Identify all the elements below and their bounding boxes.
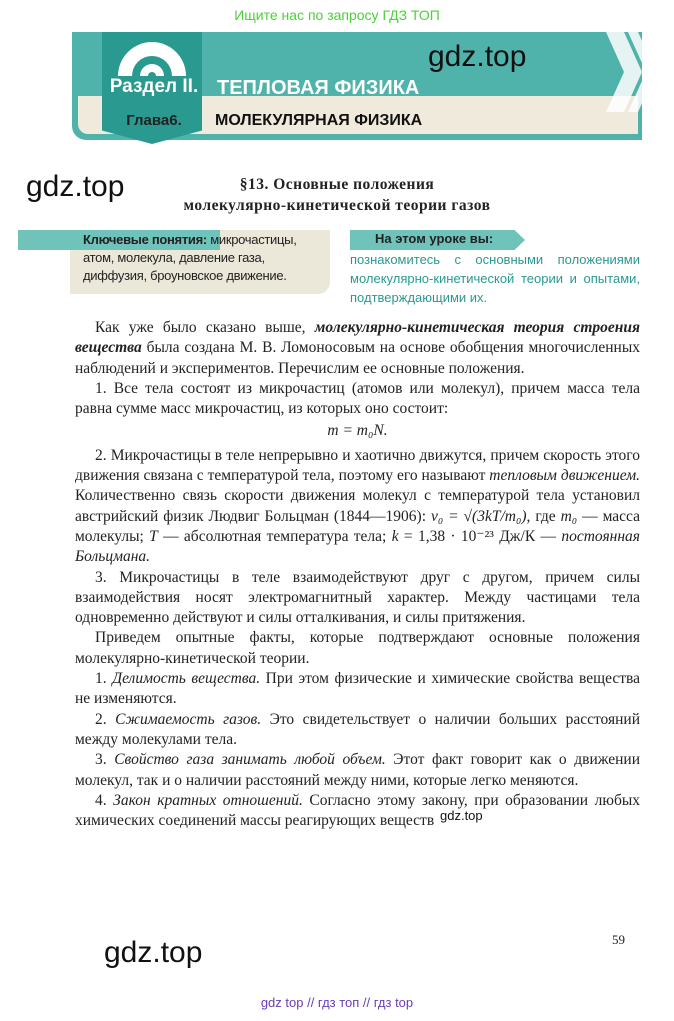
italic-term: v₀ = √(3kT/m₀) (430, 507, 527, 525)
text-run: 4. (95, 791, 114, 809)
lesson-title: На этом уроке вы: (375, 231, 494, 246)
section-label: Раздел II. (109, 76, 199, 97)
text-run: — масса молекулы; (75, 507, 640, 545)
italic-term: постоянная Больцмана. (75, 527, 640, 566)
italic-term: m₀ (560, 507, 578, 525)
formula: m = m₀N. (327, 422, 388, 440)
text-run: 2. (95, 710, 116, 728)
paragraph-heading (0, 174, 674, 216)
text-run: Количественно связь скорости движения молекул с температурой тела установил австрийский физик Людвиг Больцман (1844—1906): (75, 487, 640, 525)
italic-term: T (149, 527, 158, 545)
italic-term: k (391, 527, 399, 545)
text-run: , где (526, 507, 561, 525)
chevrons-icon (596, 32, 656, 112)
watermark: gdz.top (26, 170, 125, 203)
paragraph (75, 568, 640, 629)
watermark: gdz.top (428, 40, 527, 73)
paragraph (75, 710, 640, 751)
italic-term: Сжимаемость газов. (115, 710, 262, 728)
body-text (75, 318, 640, 831)
chapter-banner (72, 32, 642, 144)
footer-links[interactable]: gdz top // гдз топ // гдз top (260, 995, 414, 1010)
key-concepts-label: Ключевые понятия: (83, 232, 207, 247)
paragraph (75, 628, 640, 669)
text-run: Этот факт говорит как о движении молекул, так и о наличии расстояний между ними, которые легко меняются. (75, 751, 641, 789)
watermark: gdz.top (440, 808, 483, 823)
text-run: была создана М. В. Ломоносовым на основе обобщения многочисленных наблюдений и экспериментов. Перечислим ее основные положения. (75, 339, 640, 377)
text-run: 2. Микрочастицы в теле непрерывно и хаотично движутся, причем скорость этого движения связана с температурой тела, поэтому его называют (75, 446, 640, 485)
italic-term: Делимость вещества. (112, 670, 261, 688)
text-run: — абсолютная температура тела; (157, 527, 392, 545)
lesson-goals: познакомитесь с основными положениями молекулярно-кинетической теории и опытами, подтверждающими их. (350, 252, 640, 305)
italic-term: тепловым движением. (489, 467, 640, 485)
text-run: Согласно этому закону, при образовании любых химических соединений массы реагирующих веществ (75, 791, 641, 830)
text-run: При этом физические и химические свойства вещества не изменяются. (75, 670, 640, 708)
paragraph (75, 750, 640, 791)
paragraph (75, 669, 640, 710)
section-logo-icon (112, 40, 192, 78)
text-run: Это свидетельствует о наличии больших расстояний между молекулами тела. (75, 710, 641, 748)
subtheme-title: МОЛЕКУЛЯРНАЯ ФИЗИКА (215, 112, 423, 129)
emphasis-term: молекулярно-кинетическая теория строения вещества (75, 319, 640, 357)
search-hint: Ищите нас по запросу ГДЗ ТОП (234, 7, 440, 23)
text-run: Как уже было сказано выше, (95, 319, 315, 336)
italic-term: Закон кратных отношений. (113, 791, 303, 809)
key-concepts-list: микрочастицы, атом, молекула, давление газа, диффузия, броуновское движение. (83, 232, 297, 283)
key-concepts-text (83, 231, 323, 285)
paragraph (75, 318, 640, 379)
watermark: gdz.top (104, 936, 203, 969)
page-number: 59 (612, 932, 625, 947)
paragraph (75, 379, 640, 420)
theme-title: ТЕПЛОВАЯ ФИЗИКА (217, 77, 420, 99)
chapter-label: Глава6. (126, 112, 182, 129)
paragraph (75, 791, 640, 832)
text-run: 1. Все тела состоят из микрочастиц (атомов или молекул), причем масса тела равна сумме масс микрочастиц, из которых оно состоит: (75, 379, 640, 418)
heading-line: молекулярно-кинетической теории газов (183, 197, 491, 214)
text-run: 1. (95, 670, 113, 688)
text-run: 3. (95, 751, 115, 769)
heading-line: §13. Основные положения (239, 176, 435, 193)
italic-term: Свойство газа занимать любой объем. (114, 751, 386, 769)
text-run: = 1,38 · 10⁻²³ Дж/К — (398, 527, 562, 545)
text-run: Приведем опытные факты, которые подтверждают основные положения молекулярно-кинетической теории. (75, 629, 640, 667)
text-run: 3. Микрочастицы в теле взаимодействуют друг с другом, причем силы взаимодействия носят электромагнитный характер. Между частицами тела одновременно действуют и силы отталкивания, и силы притяжения. (75, 568, 640, 627)
paragraph (75, 446, 640, 568)
